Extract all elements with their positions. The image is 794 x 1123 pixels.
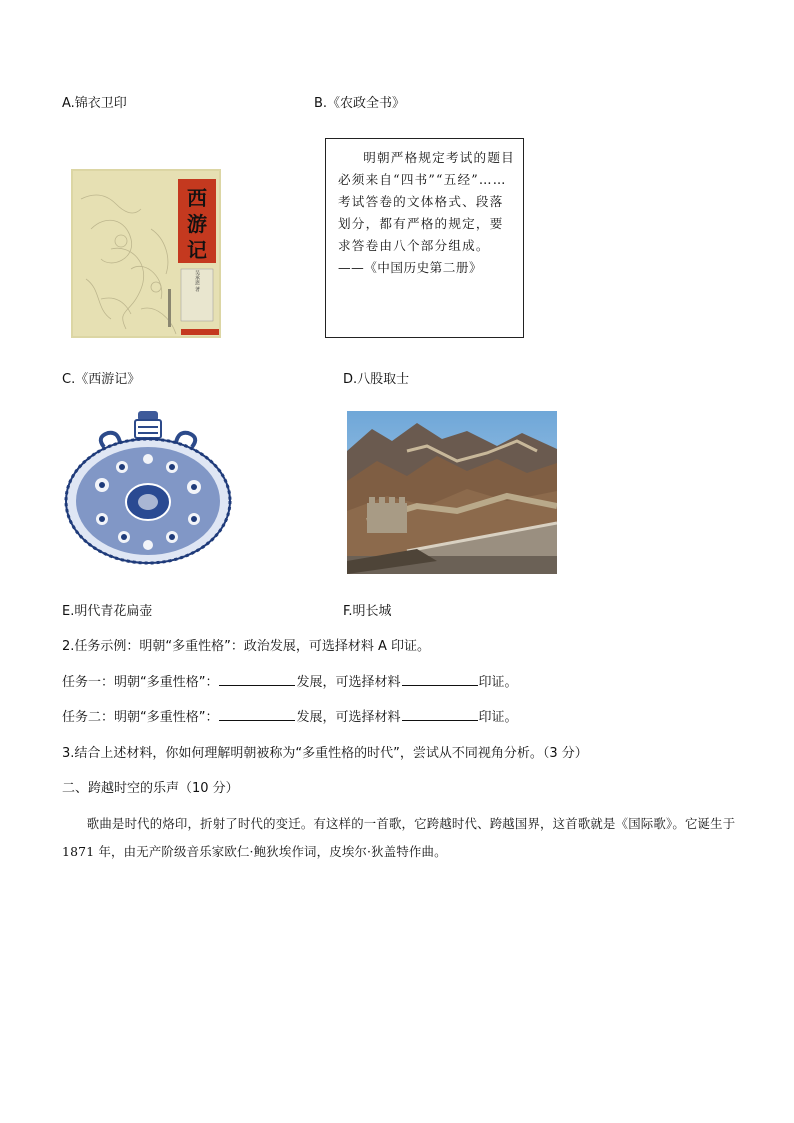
task-1-line	[62, 671, 518, 690]
book-cover-illustration	[71, 169, 221, 338]
option-e-label: E.明代青花扁壶	[62, 604, 153, 619]
task-2-blank-material[interactable]	[402, 708, 478, 721]
task-1-prefix: 任务一：明朝“多重性格”：	[62, 675, 219, 690]
task-2-blank-aspect[interactable]	[219, 708, 295, 721]
option-d-label: D.八股取士	[343, 372, 410, 387]
option-c-label: C.《西游记》	[62, 372, 141, 387]
option-b-label: B.《农政全书》	[314, 96, 406, 111]
quote-source: ——《中国历史第二册》	[338, 260, 483, 275]
quote-text: 明朝严格规定考试的题目必须来自“四书”“五经”……考试答卷的文体格式、段落划分，都有严格的规定，要求答卷由八个部分组成。	[338, 150, 515, 253]
flask-illustration	[62, 405, 234, 575]
great-wall-photo	[347, 411, 557, 574]
task-1-middle: 发展，可选择材料	[296, 675, 401, 690]
task-2-line	[62, 706, 518, 725]
task-1-blank-material[interactable]	[402, 673, 478, 686]
task-2-middle: 发展，可选择材料	[296, 710, 401, 725]
book-title-text: 西游记	[187, 186, 207, 262]
book-author-text: 吴承恩 著	[194, 270, 200, 292]
great-wall-illustration	[347, 411, 557, 574]
blue-white-flask-image	[62, 405, 234, 575]
task-1-blank-aspect[interactable]	[219, 673, 295, 686]
question-3: 3.结合上述材料，你如何理解明朝被称为“多重性格的时代”，尝试从不同视角分析。（3 分）	[62, 746, 588, 761]
task-2-end: 印证。	[478, 710, 518, 725]
question-2-example: 2.任务示例：明朝“多重性格”：政治发展，可选择材料 A 印证。	[62, 639, 431, 654]
option-a-label: A.锦衣卫印	[62, 96, 127, 111]
task-2-prefix: 任务二：明朝“多重性格”：	[62, 710, 219, 725]
internationale-paragraph-text: 歌曲是时代的烙印，折射了时代的变迁。有这样的一首歌，它跨越时代、跨越国界，这首歌就是《国际歌》。它诞生于 1871 年，由无产阶级音乐家欧仁·鲍狄埃作词，皮埃尔·狄盖特作曲。	[62, 816, 736, 859]
option-f-label: F.明长城	[343, 604, 392, 619]
imperial-exam-quote-box	[325, 138, 524, 338]
internationale-paragraph	[62, 810, 762, 866]
section-2-heading: 二、跨越时空的乐声（10 分）	[62, 781, 239, 796]
journey-west-book-cover-image	[71, 169, 221, 338]
task-1-end: 印证。	[478, 675, 518, 690]
